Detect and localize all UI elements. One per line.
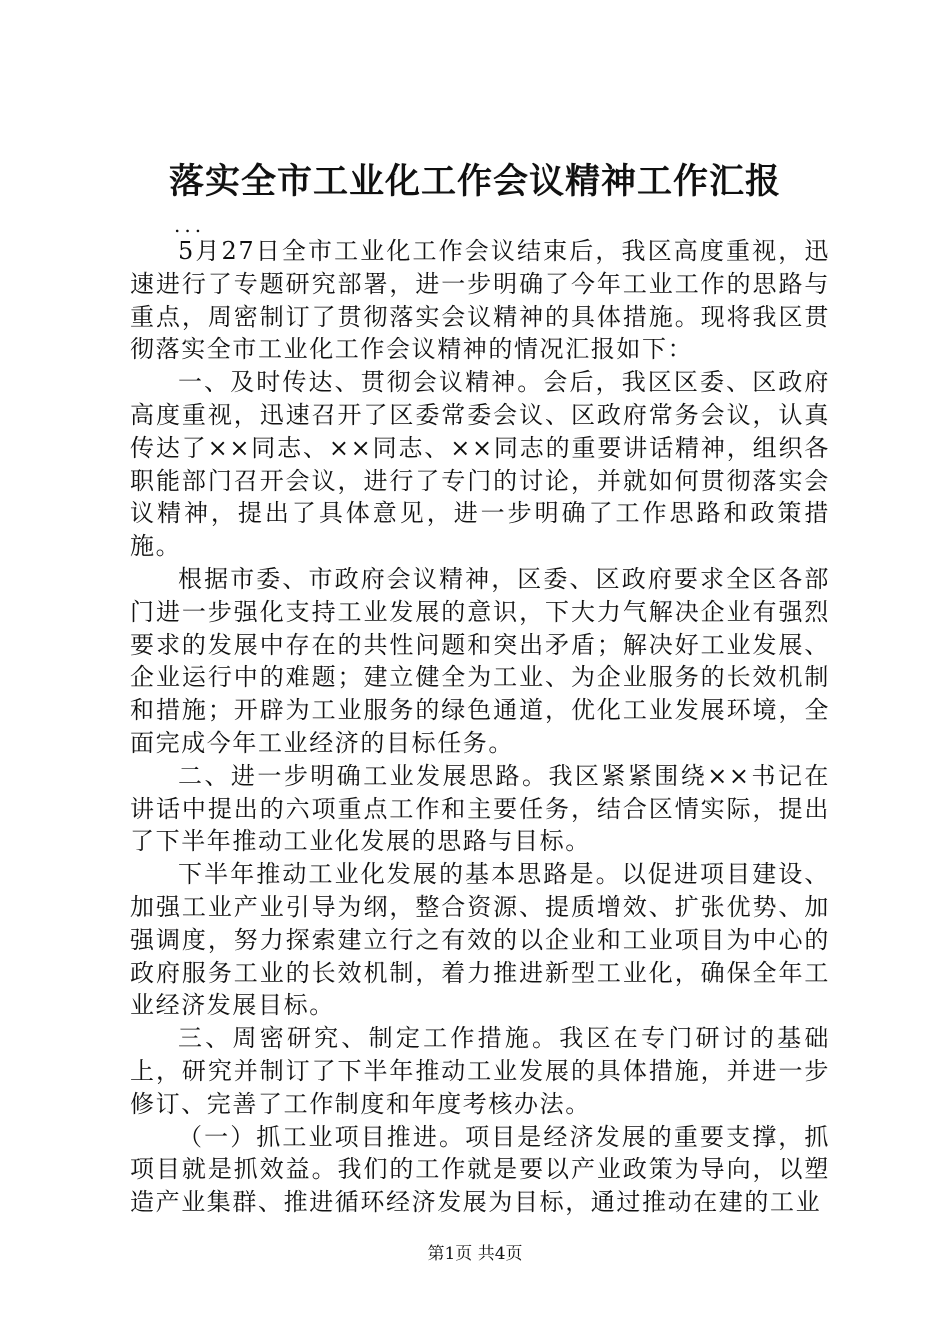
ellipsis-marker: ...: [174, 213, 206, 237]
page-number-footer: 第1页 共4页: [427, 1244, 523, 1264]
paragraph-section-1: 一、及时传达、贯彻会议精神。会后，我区区委、区政府高度重视，迅速召开了区委常委会议、区政府常务会议，认真传达了××同志、××同志、××同志的重要讲话精神，组织各职能部门召开会议，进行了专门的讨论，并就如何贯彻落实会议精神，提出了具体意见，进一步明确了工作思路和政策措施。: [130, 368, 830, 561]
paragraph-section-2: 二、进一步明确工业发展思路。我区紧紧围绕××书记在讲话中提出的六项重点工作和主要任务，结合区情实际，提出了下半年推动工业化发展的思路与目标。: [130, 761, 830, 856]
paragraph-section-2-detail: 下半年推动工业化发展的基本思路是。以促进项目建设、加强工业产业引导为纲，整合资源、提质增效、扩张优势、加强调度，努力探索建立行之有效的以企业和工业项目为中心的政府服务工业的长效机制，着力推进新型工业化，确保全年工业经济发展目标。: [130, 860, 830, 1020]
paragraph-section-3-item-1: （一）抓工业项目推进。项目是经济发展的重要支撑，抓项目就是抓效益。我们的工作就是要以产业政策为导向，以塑造产业集群、推进循环经济发展为目标，通过推动在建的工业: [130, 1122, 830, 1217]
paragraph-intro: 5月27日全市工业化工作会议结束后，我区高度重视，迅速进行了专题研究部署，进一步明确了今年工业工作的思路与重点，周密制订了贯彻落实会议精神的具体措施。现将我区贯彻落实全市工业化工作会议精神的情况汇报如下：: [130, 237, 830, 364]
paragraph-section-3: 三、周密研究、制定工作措施。我区在专门研讨的基础上，研究并制订了下半年推动工业发展的具体措施，并进一步修订、完善了工作制度和年度考核办法。: [130, 1024, 830, 1118]
document-body: [130, 235, 830, 1219]
document-title: 落实全市工业化工作会议精神工作汇报: [168, 161, 781, 202]
paragraph-section-1-detail: 根据市委、市政府会议精神，区委、区政府要求全区各部门进一步强化支持工业发展的意识，下大力气解决企业有强烈要求的发展中存在的共性问题和突出矛盾；解决好工业发展、企业运行中的难题；建立健全为工业、为企业服务的长效机制和措施；开辟为工业服务的绿色通道，优化工业发展环境，全面完成今年工业经济的目标任务。: [130, 564, 830, 757]
